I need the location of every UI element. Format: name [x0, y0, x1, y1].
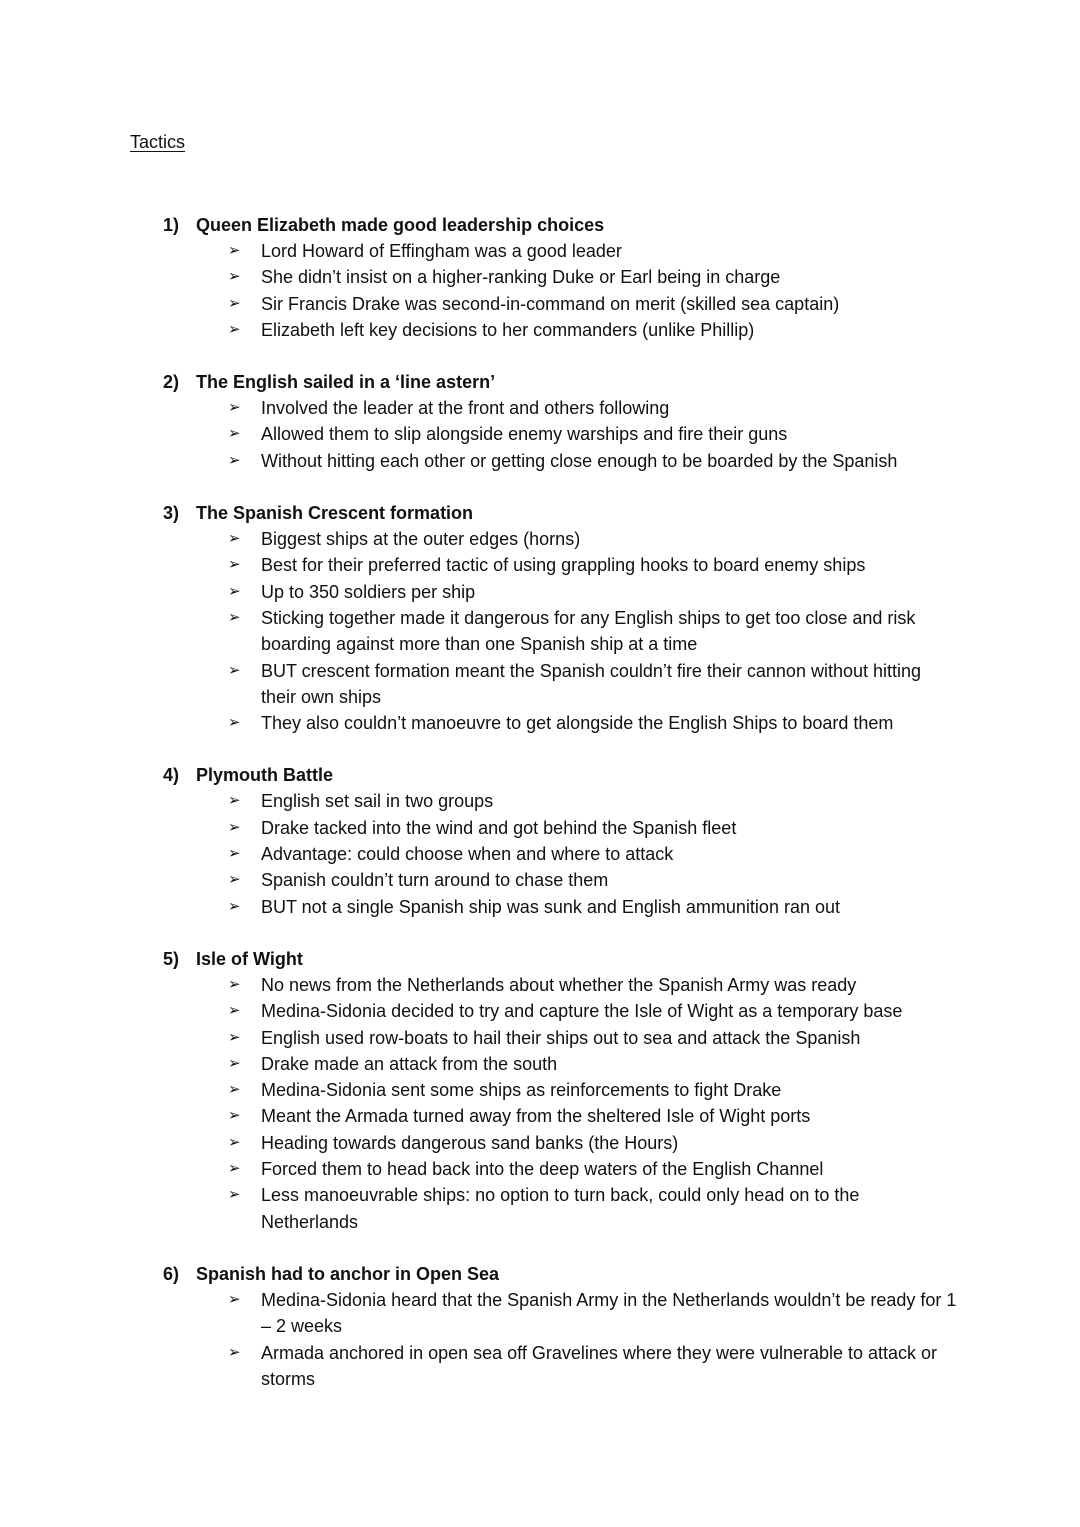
arrowhead-icon: ➢: [228, 1133, 241, 1151]
bullet-item: [0, 421, 1080, 447]
bullet-item: [0, 552, 1080, 578]
bullet-text: Best for their preferred tactic of using grappling hooks to board enemy ships: [261, 555, 866, 576]
section-header: [0, 369, 1080, 395]
bullet-text: Elizabeth left key decisions to her commanders (unlike Phillip): [261, 319, 755, 340]
section: [0, 1261, 1080, 1392]
bullet-text: She didn’t insist on a higher-ranking Duke or Earl being in charge: [261, 267, 781, 288]
bullet-text: Forced them to head back into the deep waters of the English Channel: [261, 1159, 824, 1180]
bullet-item: [0, 317, 1080, 343]
arrowhead-icon: ➢: [228, 451, 241, 469]
arrowhead-icon: ➢: [228, 294, 241, 312]
arrowhead-icon: ➢: [228, 818, 241, 836]
bullet-item: [0, 1340, 1080, 1393]
section: [0, 500, 1080, 736]
section-heading: Plymouth Battle: [196, 765, 334, 786]
section-heading: Queen Elizabeth made good leadership choices: [196, 215, 605, 235]
bullet-item: [0, 867, 1080, 893]
bullet-text: Meant the Armada turned away from the sheltered Isle of Wight ports: [261, 1106, 811, 1127]
bullet-item: [0, 448, 1080, 474]
bullet-item: [0, 998, 1080, 1024]
bullet-item: [0, 815, 1080, 841]
section-number: 5): [163, 948, 180, 969]
bullet-text: Medina-Sidonia decided to try and capture the Isle of Wight as a temporary base: [261, 1001, 903, 1022]
bullet-text: BUT crescent formation meant the Spanish couldn’t fire their cannon without hitting their own ships: [261, 660, 922, 707]
sections-list: [0, 212, 1080, 1418]
arrowhead-icon: ➢: [228, 1107, 241, 1125]
bullet-text: Heading towards dangerous sand banks (the Hours): [261, 1132, 679, 1153]
arrowhead-icon: ➢: [228, 268, 241, 286]
arrowhead-icon: ➢: [228, 242, 241, 259]
arrowhead-icon: ➢: [228, 1054, 241, 1072]
section: [0, 212, 1080, 343]
bullet-text: Sir Francis Drake was second-in-command on merit (skilled sea captain): [261, 293, 840, 314]
arrowhead-icon: ➢: [228, 714, 241, 732]
section-header: [0, 762, 1080, 788]
bullet-item: [0, 1103, 1080, 1129]
bullet-item: [0, 658, 1080, 711]
section-header: [0, 1261, 1080, 1287]
bullet-text: Without hitting each other or getting close enough to be boarded by the Spanish: [261, 450, 898, 471]
bullet-text: Involved the leader at the front and others following: [261, 398, 670, 419]
bullet-item: [0, 605, 1080, 658]
arrowhead-icon: ➢: [228, 1343, 241, 1361]
arrowhead-icon: ➢: [228, 897, 241, 915]
section-header: [0, 500, 1080, 526]
bullet-text: They also couldn’t manoeuvre to get alongside the English Ships to board them: [261, 713, 894, 734]
section-number: 4): [163, 765, 180, 786]
arrowhead-icon: ➢: [228, 1290, 241, 1308]
bullet-text: Biggest ships at the outer edges (horns): [261, 529, 581, 550]
section: [0, 946, 1080, 1235]
section-header: [0, 946, 1080, 972]
bullet-text: No news from the Netherlands about whether the Spanish Army was ready: [261, 974, 857, 995]
arrowhead-icon: ➢: [228, 792, 241, 810]
arrowhead-icon: ➢: [228, 425, 241, 443]
section-number: 2): [163, 372, 180, 393]
arrowhead-icon: ➢: [228, 1081, 241, 1099]
bullet-text: English used row-boats to hail their ships out to sea and attack the Spanish: [261, 1027, 861, 1048]
bullet-item: [0, 894, 1080, 920]
arrowhead-icon: ➢: [228, 608, 241, 626]
bullet-text: Up to 350 soldiers per ship: [261, 581, 476, 602]
bullet-item: [0, 395, 1080, 421]
section-number: 1): [163, 215, 180, 235]
bullet-text: Allowed them to slip alongside enemy warships and fire their guns: [261, 424, 788, 445]
bullet-item: [0, 526, 1080, 552]
bullet-text: BUT not a single Spanish ship was sunk and English ammunition ran out: [261, 896, 840, 917]
bullet-item: [0, 972, 1080, 998]
section-heading: Spanish had to anchor in Open Sea: [196, 1263, 500, 1284]
bullet-list: [0, 972, 1080, 1235]
bullet-item: [0, 1156, 1080, 1182]
bullet-item: [0, 1051, 1080, 1077]
bullet-text: Medina-Sidonia heard that the Spanish Army in the Netherlands wouldn’t be ready for 1 – 2 weeks: [261, 1289, 957, 1337]
bullet-text: Less manoeuvrable ships: no option to turn back, could only head on to the Netherlands: [261, 1185, 860, 1232]
arrowhead-icon: ➢: [228, 1160, 241, 1178]
bullet-text: English set sail in two groups: [261, 791, 494, 812]
bullet-text: Lord Howard of Effingham was a good leader: [261, 241, 622, 261]
bullet-item: [0, 238, 1080, 264]
bullet-item: [0, 1077, 1080, 1103]
bullet-list: [0, 526, 1080, 736]
bullet-item: [0, 1287, 1080, 1340]
arrowhead-icon: ➢: [228, 1028, 241, 1046]
arrowhead-icon: ➢: [228, 975, 241, 993]
arrowhead-icon: ➢: [228, 871, 241, 889]
section-heading: The Spanish Crescent formation: [196, 503, 474, 524]
section: [0, 762, 1080, 919]
bullet-list: [0, 238, 1080, 343]
bullet-text: Advantage: could choose when and where to attack: [261, 844, 674, 865]
arrowhead-icon: ➢: [228, 320, 241, 338]
page-title: Tactics: [130, 132, 186, 152]
bullet-list: [0, 1287, 1080, 1392]
bullet-item: [0, 710, 1080, 736]
arrowhead-icon: ➢: [228, 399, 241, 417]
bullet-item: [0, 1182, 1080, 1235]
bullet-text: Spanish couldn’t turn around to chase them: [261, 870, 609, 891]
section-heading: The English sailed in a ‘line astern’: [196, 372, 496, 393]
bullet-item: [0, 264, 1080, 290]
arrowhead-icon: ➢: [228, 530, 241, 548]
section: [0, 369, 1080, 474]
section-heading: Isle of Wight: [196, 948, 303, 969]
bullet-text: Sticking together made it dangerous for any English ships to get too close and risk boarding against more than one Spanish ship at a time: [261, 607, 916, 655]
section-header: [0, 212, 1080, 238]
bullet-text: Drake made an attack from the south: [261, 1053, 558, 1074]
arrowhead-icon: ➢: [228, 556, 241, 574]
bullet-text: Armada anchored in open sea off Gravelines where they were vulnerable to attack or storms: [261, 1342, 938, 1389]
bullet-text: Drake tacked into the wind and got behind the Spanish fleet: [261, 817, 737, 838]
bullet-list: [0, 395, 1080, 474]
bullet-item: [0, 1025, 1080, 1051]
bullet-text: Medina-Sidonia sent some ships as reinforcements to fight Drake: [261, 1080, 782, 1101]
bullet-item: [0, 291, 1080, 317]
arrowhead-icon: ➢: [228, 845, 241, 863]
arrowhead-icon: ➢: [228, 1186, 241, 1204]
bullet-list: [0, 788, 1080, 919]
bullet-item: [0, 841, 1080, 867]
arrowhead-icon: ➢: [228, 661, 241, 679]
arrowhead-icon: ➢: [228, 1002, 241, 1020]
arrowhead-icon: ➢: [228, 582, 241, 600]
bullet-item: [0, 1130, 1080, 1156]
bullet-item: [0, 788, 1080, 814]
bullet-item: [0, 579, 1080, 605]
section-number: 3): [163, 503, 180, 524]
section-number: 6): [163, 1263, 180, 1284]
